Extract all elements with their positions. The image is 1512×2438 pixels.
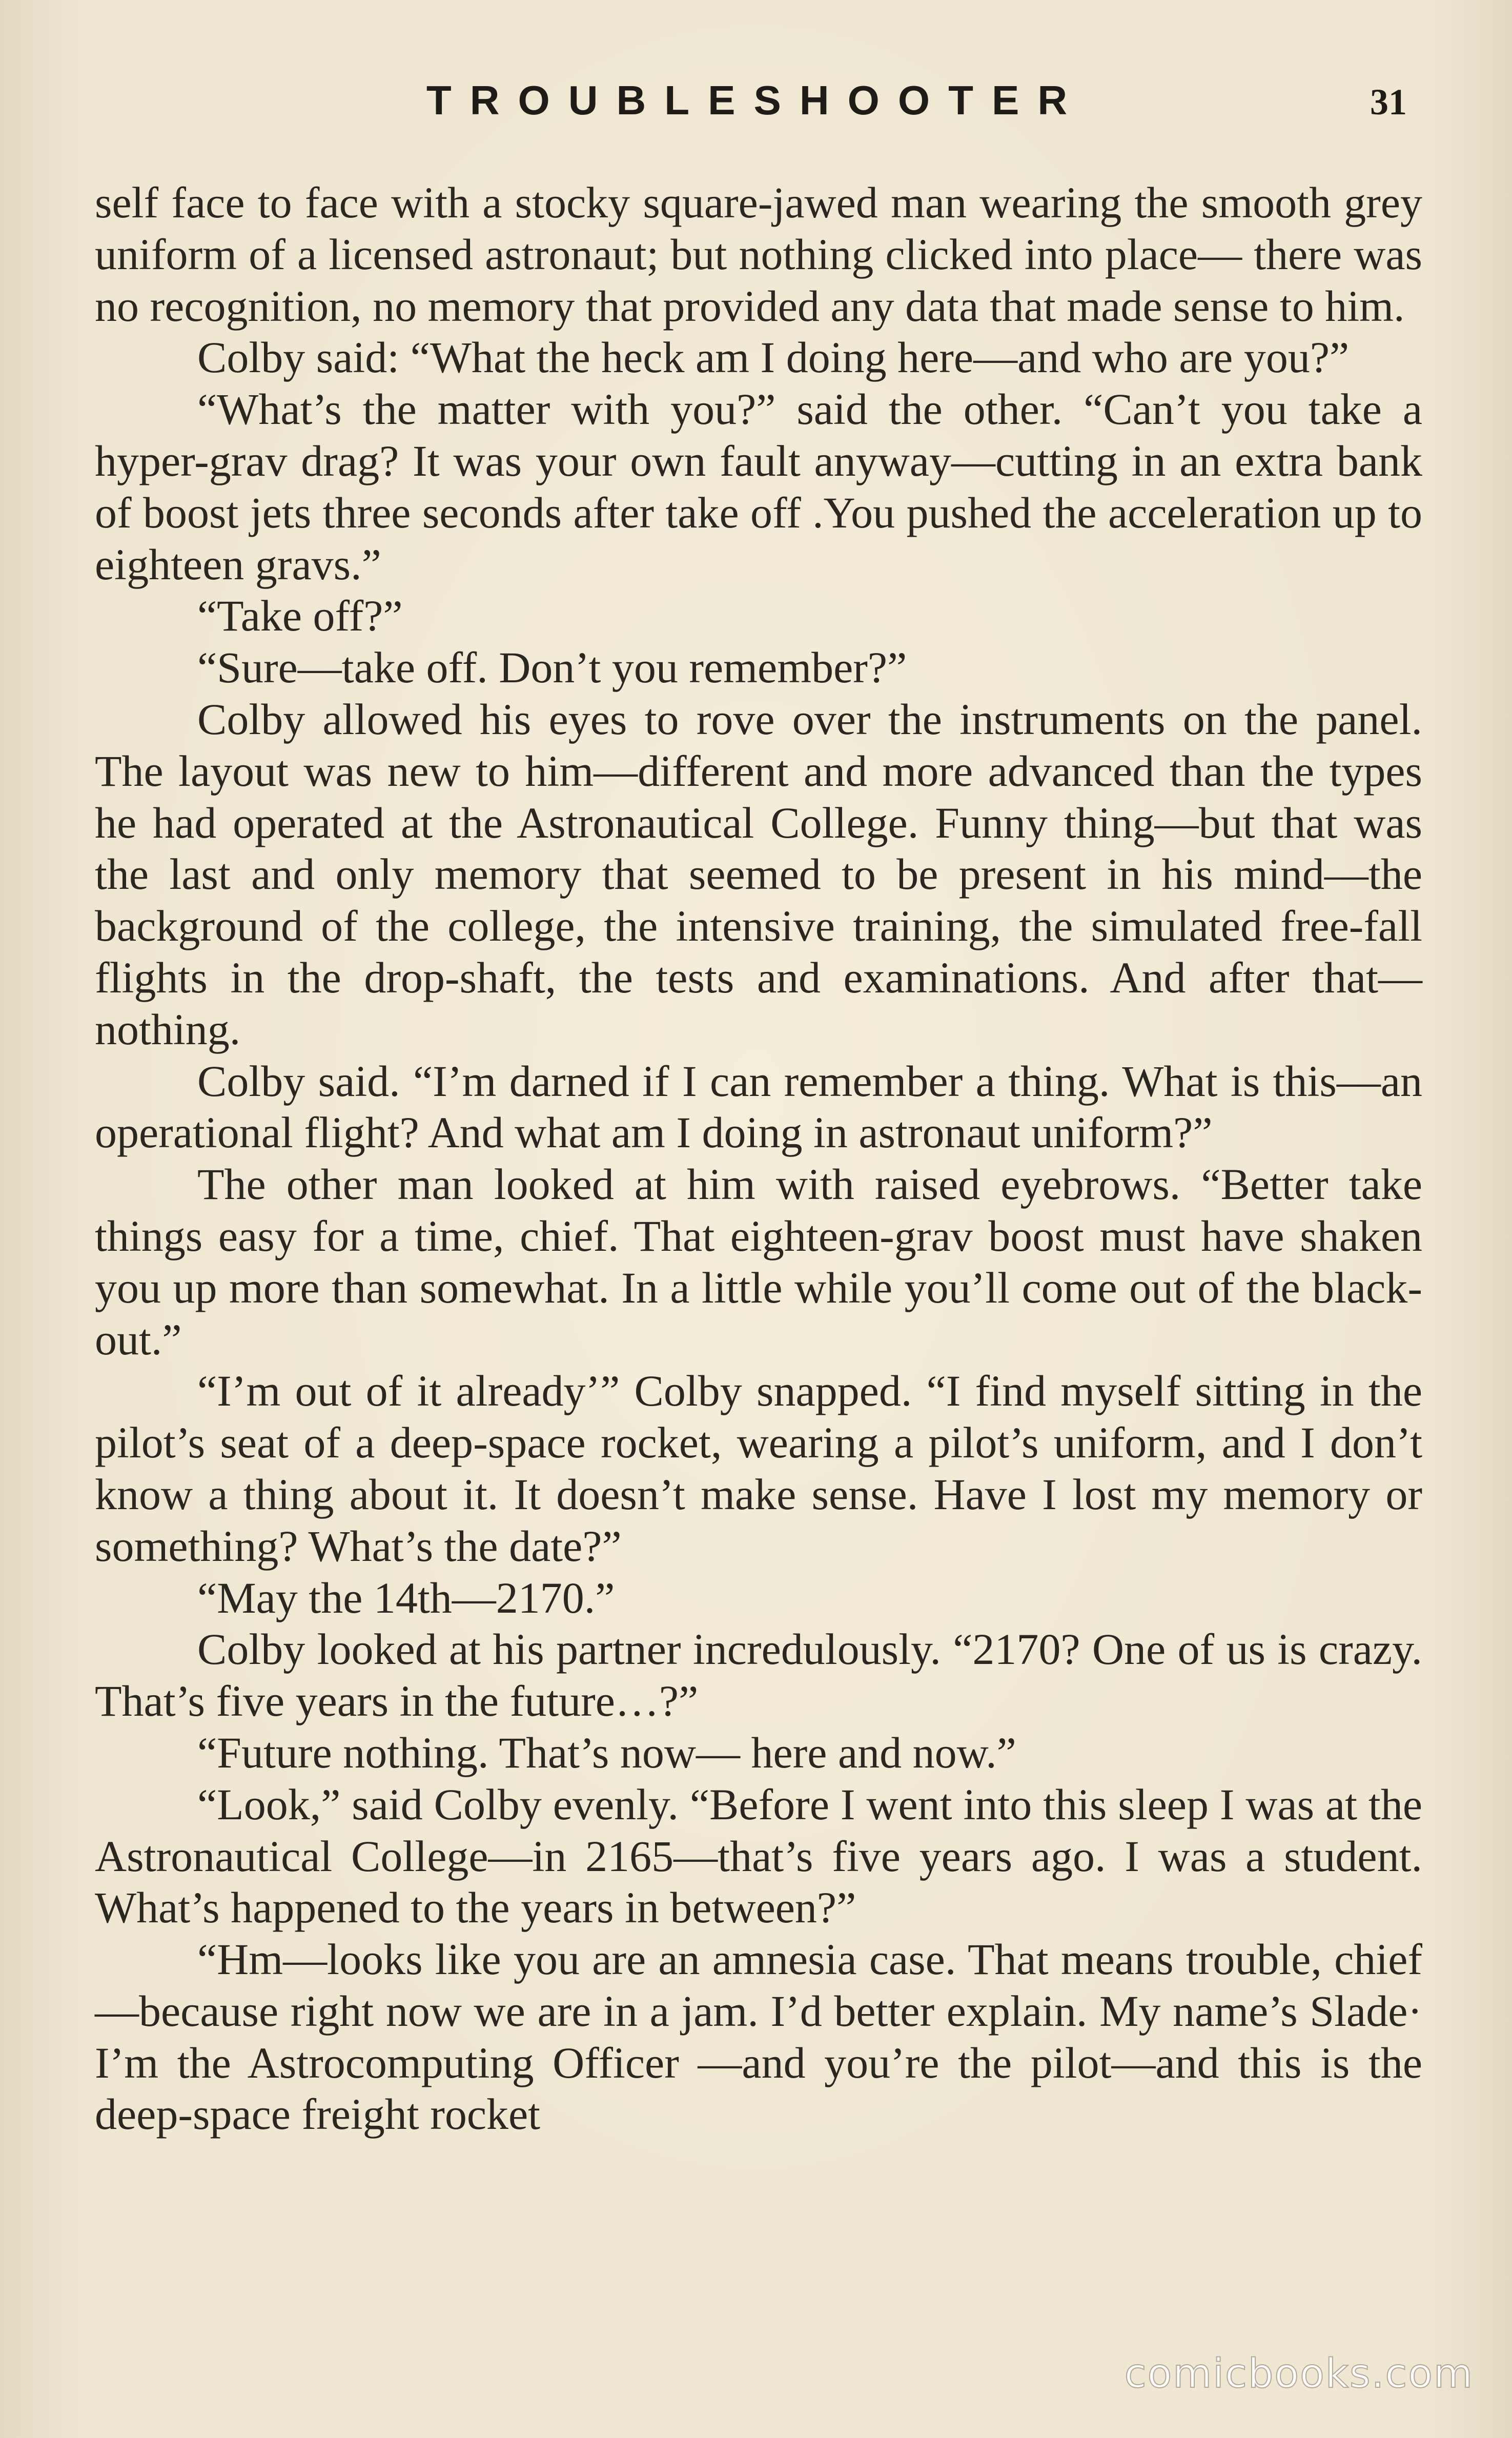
paragraph: “Hm—looks like you are an amnesia case. That means trouble, chief—because right now we are in a jam. I’d better explain. My name’s Slade· I’m the Astrocomputing Officer —and you’re the pilot—and this is the deep-space freight rocket: [95, 1935, 1422, 2139]
paragraph: self face to face with a stocky square-jawed man wearing the smooth grey uniform of a licensed astronaut; but nothing clicked into place— there was no recognition, no memory that provided any data that made sense to him.: [95, 178, 1422, 331]
paragraph: “Look,” said Colby evenly. “Before I went into this sleep I was at the Astronautical College—in 2165—that’s five years ago. I was a student. What’s happened to the years in between?”: [95, 1779, 1422, 1933]
paragraph: “Future nothing. That’s now— here and now.”: [197, 1728, 1016, 1777]
page-number: 31: [1370, 82, 1407, 123]
running-title: TROUBLESHOOTER: [426, 77, 1086, 123]
paragraph: “May the 14th—2170.”: [197, 1573, 615, 1622]
paragraph: Colby said: “What the heck am I doing here—and who are you?”: [197, 333, 1350, 382]
paragraph: Colby looked at his partner incredulously. “2170? One of us is crazy. That’s five years in the future…?”: [95, 1624, 1422, 1726]
paragraph: “Sure—take off. Don’t you remember?”: [197, 643, 907, 693]
body-text: [95, 177, 1422, 2140]
paragraph: Colby allowed his eyes to rove over the instruments on the panel. The layout was new to him—different and more advanced than the types he had operated at the Astronautical College. Funny thing—but that was the last and only memory that seemed to be present in his mind—the background of the college, the intensive training, the simulated free-fall flights in the drop-shaft, the tests and examinations. And after that—nothing.: [95, 694, 1422, 1054]
paragraph: “Take off?”: [197, 591, 403, 641]
paragraph: Colby said. “I’m darned if I can remember a thing. What is this—an operational flight? And what am I doing in astronaut uniform?”: [95, 1056, 1422, 1157]
paragraph: The other man looked at him with raised eyebrows. “Better take things easy for a time, chief. That eighteen-grav boost must have shaken you up more than somewhat. In a little while you’ll come out of the black-out.”: [95, 1160, 1422, 1364]
source-watermark: comicbooks.com: [1124, 2351, 1474, 2397]
paragraph: “I’m out of it already’” Colby snapped. “I find myself sitting in the pilot’s seat of a deep-space rocket, wearing a pilot’s uniform, and I don’t know a thing about it. It doesn’t make sense. Have I lost my memory or something? What’s the date?”: [95, 1366, 1422, 1571]
paragraph: “What’s the matter with you?” said the other. “Can’t you take a hyper-grav drag? It was your own fault anyway—cutting in an extra bank of boost jets three seconds after take off .You pushed the acceleration up to eighteen gravs.”: [95, 384, 1422, 589]
